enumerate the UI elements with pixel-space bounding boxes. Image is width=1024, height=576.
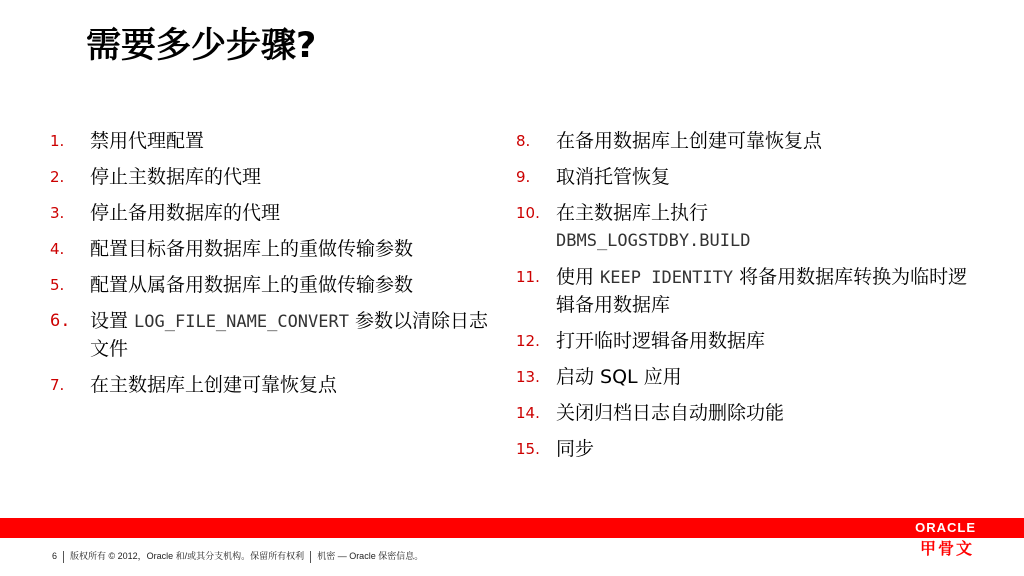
step-text: 关闭归档日志自动删除功能 <box>556 402 785 424</box>
step-text: 在备用数据库上创建可靠恢复点 <box>556 130 823 152</box>
step-number: 14. <box>516 404 540 422</box>
step-number: 6. <box>50 311 71 331</box>
step-number: 3. <box>50 204 65 222</box>
step-item <box>516 128 976 155</box>
step-text-prefix: 设置 <box>90 310 135 332</box>
step-item <box>50 372 500 399</box>
step-item <box>50 308 500 363</box>
step-item <box>516 164 976 191</box>
step-code: KEEP IDENTITY <box>600 268 734 288</box>
steps-list-left <box>50 128 500 408</box>
footer-divider <box>310 551 311 563</box>
step-text: 启动 SQL 应用 <box>556 366 682 388</box>
step-item <box>516 436 976 463</box>
step-item <box>50 200 500 227</box>
step-text: 停止主数据库的代理 <box>90 166 262 188</box>
step-number: 8. <box>516 132 531 150</box>
step-item <box>50 164 500 191</box>
step-item <box>50 128 500 155</box>
step-text: 取消托管恢复 <box>556 166 671 188</box>
step-text-prefix: 在主数据库上执行 <box>556 202 709 224</box>
step-item <box>516 264 976 319</box>
step-code: DBMS_LOGSTDBY.BUILD <box>556 231 751 251</box>
step-number: 13. <box>516 368 540 386</box>
step-item <box>516 328 976 355</box>
step-text: 同步 <box>556 438 595 460</box>
slide-title: 需要多少步骤? <box>86 26 317 66</box>
step-text: 配置目标备用数据库上的重做传输参数 <box>90 238 414 260</box>
slide-footer <box>52 548 423 564</box>
step-text <box>90 308 500 363</box>
step-number: 9. <box>516 168 531 186</box>
step-number: 4. <box>50 240 65 258</box>
oracle-cn-logo: 甲骨文 <box>919 539 974 558</box>
step-number: 10. <box>516 204 540 222</box>
page-number: 6 <box>52 551 58 561</box>
step-text <box>556 200 976 255</box>
step-text: 在主数据库上创建可靠恢复点 <box>90 374 338 396</box>
step-text-prefix: 使用 <box>556 266 601 288</box>
step-number: 15. <box>516 440 540 458</box>
step-item <box>516 400 976 427</box>
step-text-suffix: 将备用数据库转换为临时逻辑备用数据库 <box>556 266 968 316</box>
step-text: 停止备用数据库的代理 <box>90 202 281 224</box>
step-text: 禁用代理配置 <box>90 130 205 152</box>
step-number: 5. <box>50 276 65 294</box>
step-number: 11. <box>516 268 540 286</box>
oracle-logo: ORACLE <box>915 520 976 535</box>
step-text: 配置从属备用数据库上的重做传输参数 <box>90 274 414 296</box>
footer-accent-bar <box>0 518 1024 538</box>
step-text: 打开临时逻辑备用数据库 <box>556 330 766 352</box>
step-number: 12. <box>516 332 540 350</box>
footer-divider <box>63 551 64 563</box>
step-number: 7. <box>50 376 65 394</box>
step-item <box>50 236 500 263</box>
step-text-suffix: 参数以清除日志文件 <box>90 310 489 360</box>
step-number: 1. <box>50 132 65 150</box>
step-code: LOG_FILE_NAME_CONVERT <box>134 312 349 332</box>
step-item <box>516 364 976 391</box>
confidential-text: 机密 — Oracle 保密信息。 <box>317 551 424 561</box>
step-item <box>50 272 500 299</box>
copyright-text: 版权所有 © 2012，Oracle 和/或其分支机构。保留所有权利 <box>70 551 305 561</box>
steps-list-right <box>516 128 976 472</box>
step-item <box>516 200 976 255</box>
step-text <box>556 264 976 319</box>
step-number: 2. <box>50 168 65 186</box>
